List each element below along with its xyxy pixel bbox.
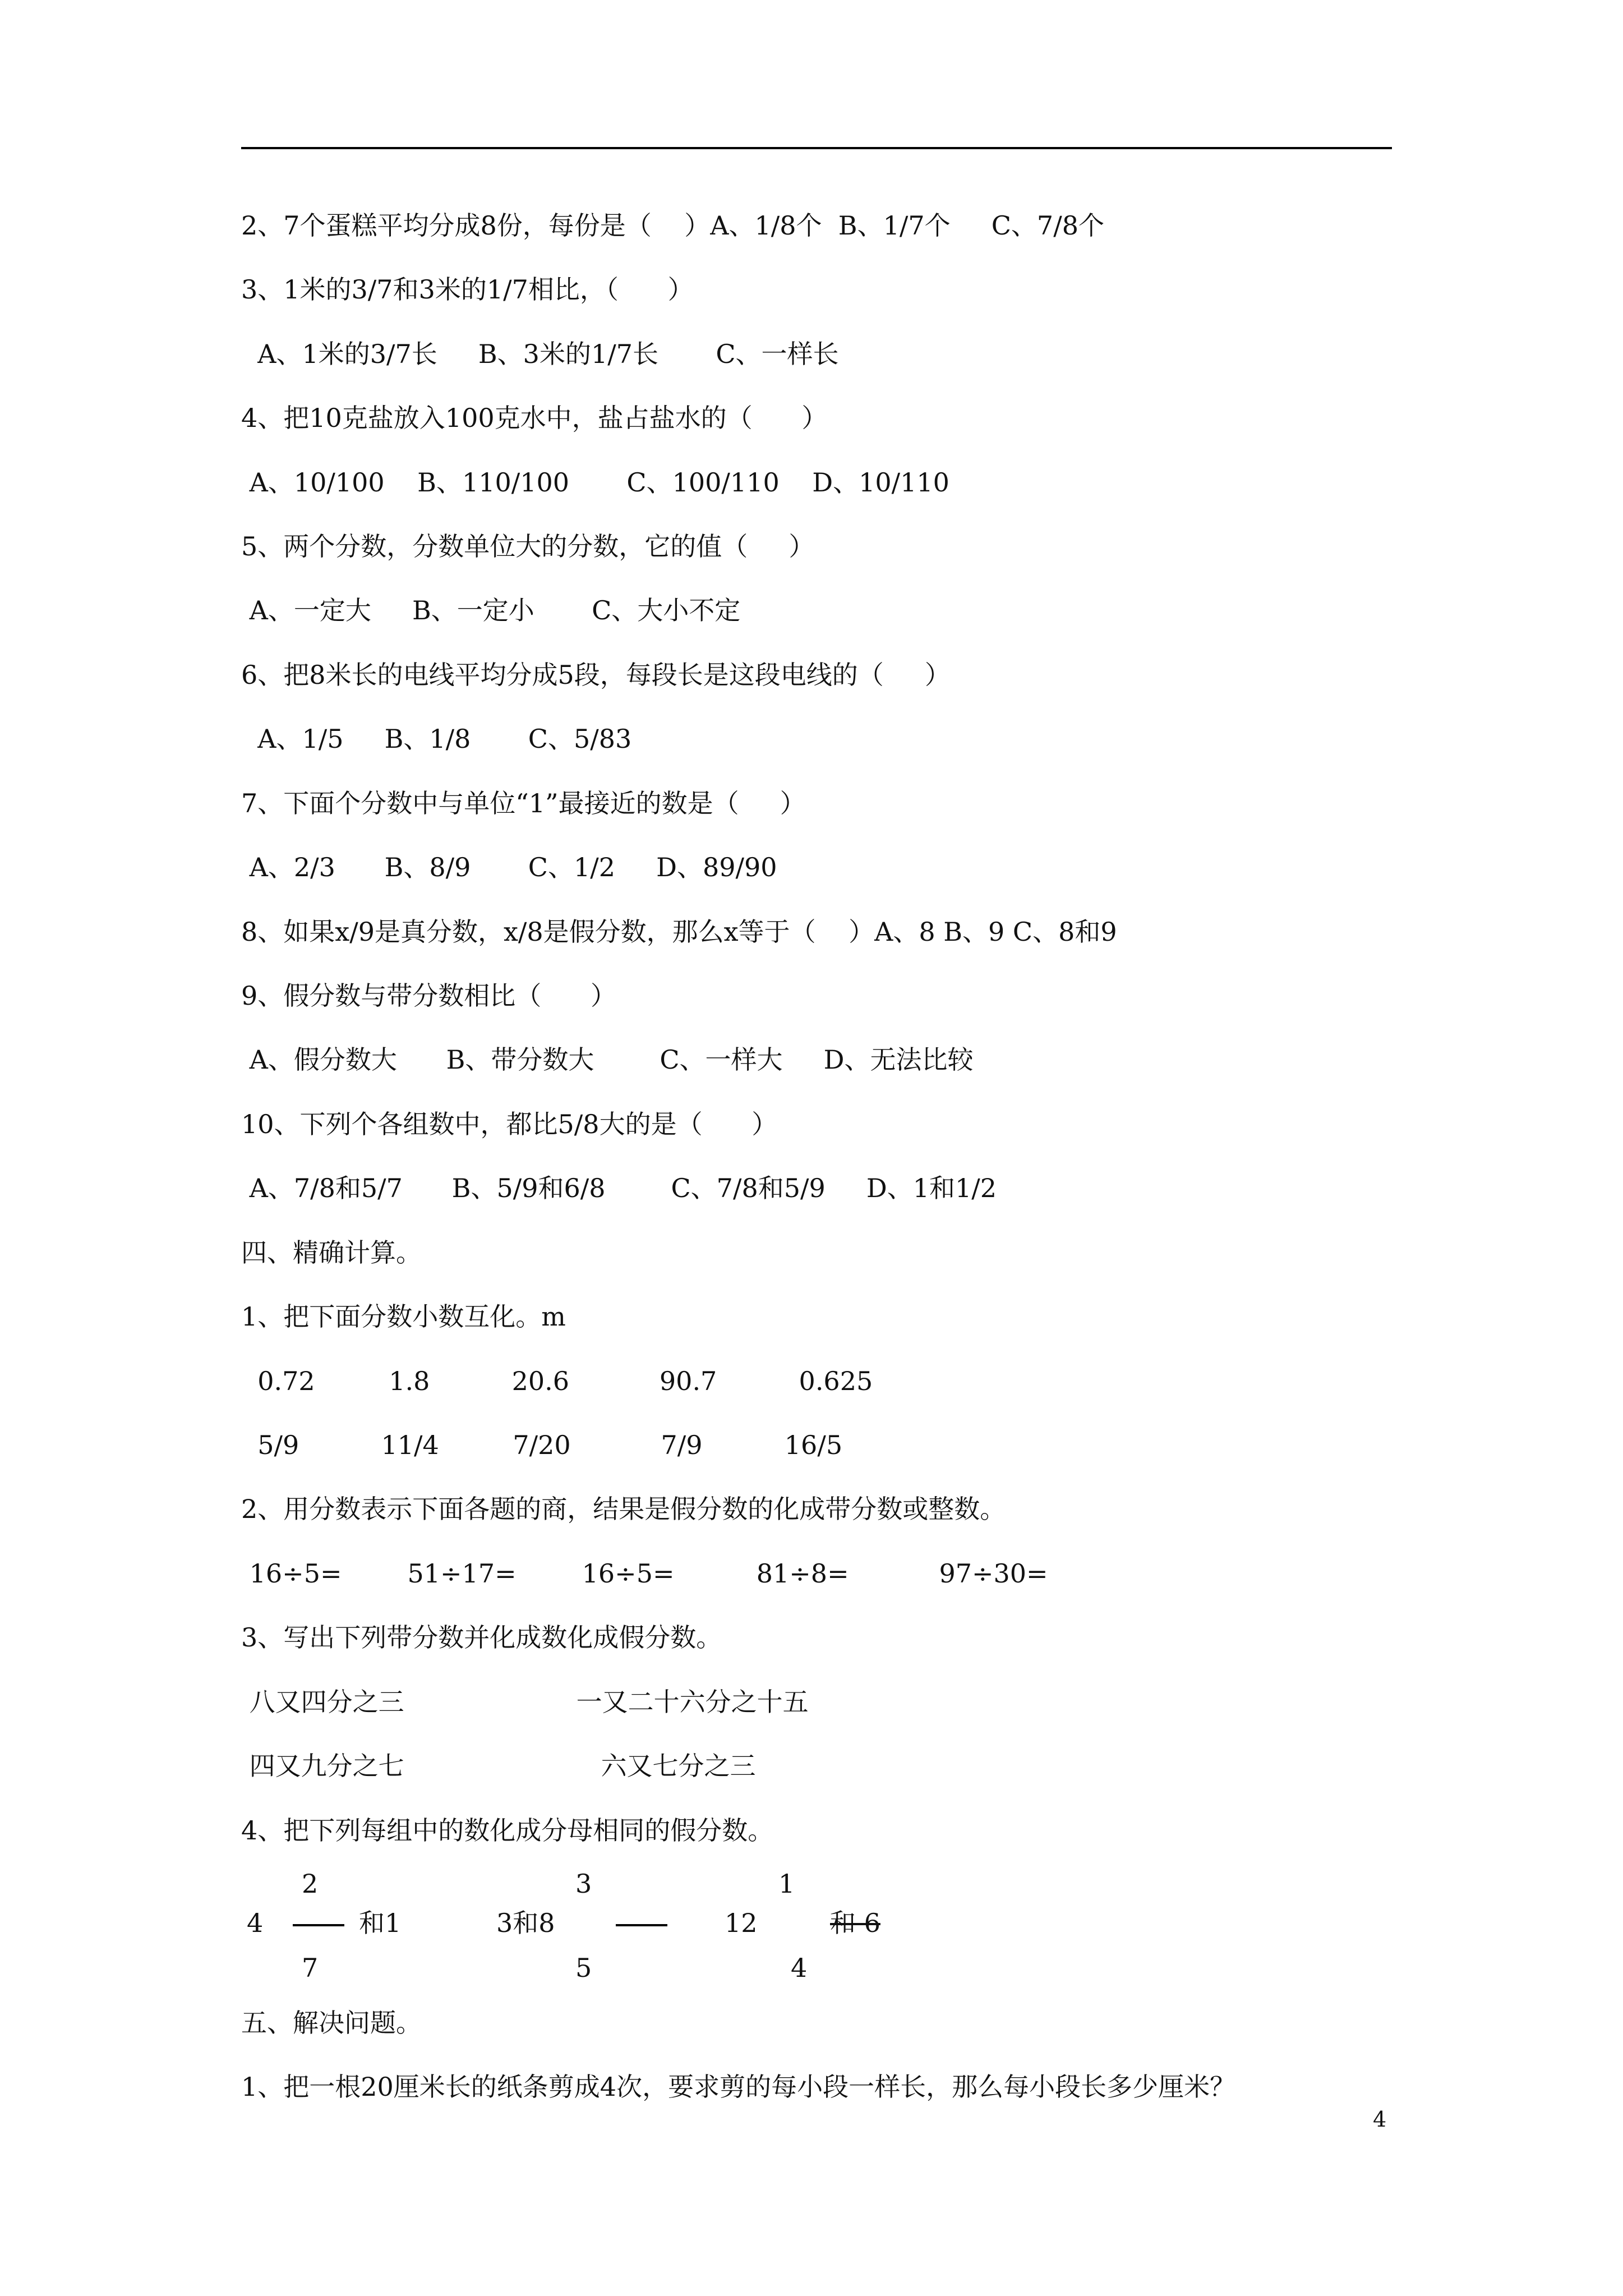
question-7: 7、下面个分数中与单位“1”最接近的数是（ ） — [241, 788, 806, 818]
task-3: 3、写出下列带分数并化成数化成假分数。 — [241, 1622, 722, 1653]
question-6: 6、把8米长的电线平均分成5段，每段长是这段电线的（ ） — [241, 660, 951, 690]
question-4-options: A、10/100 B、110/100 C、100/110 D、10/110 — [241, 467, 949, 498]
question-8: 8、如果x/9是真分数，x/8是假分数，那么x等于（ ）A、8 B、9 C、8和9 — [241, 917, 1117, 947]
question-9-options: A、假分数大 B、带分数大 C、一样大 D、无法比较 — [241, 1045, 974, 1075]
fraction-2-bar — [616, 1924, 667, 1926]
problem-1: 1、把一根20厘米长的纸条剪成4次，要求剪的每小段一样长，那么每小段长多少厘米？ — [241, 2072, 1236, 2102]
question-10: 10、下列个各组数中，都比5/8大的是（ ） — [241, 1109, 778, 1139]
fraction-2-numerator: 3 — [575, 1869, 592, 1899]
page-number: 4 — [1373, 2107, 1387, 2132]
fraction-3-whole: 12 — [725, 1908, 758, 1938]
header-rule — [241, 147, 1392, 149]
fraction-1-denominator: 7 — [302, 1953, 319, 1983]
fraction-1-whole: 4 — [247, 1908, 264, 1938]
task-2: 2、用分数表示下面各题的商，结果是假分数的化成带分数或整数。 — [241, 1494, 1006, 1524]
question-5: 5、两个分数，分数单位大的分数，它的值（ ） — [241, 531, 815, 562]
task-3-row-1: 八又四分之三 一又二十六分之十五 — [241, 1687, 809, 1717]
fraction-1-bar — [293, 1924, 344, 1926]
task-1-fractions: 5/9 11/4 7/20 7/9 16/5 — [241, 1430, 843, 1460]
question-5-options: A、一定大 B、一定小 C、大小不定 — [241, 595, 741, 625]
fraction-2-denominator: 5 — [575, 1953, 592, 1983]
task-1: 1、把下面分数小数互化。m — [241, 1301, 566, 1332]
fraction-1-numerator: 2 — [302, 1869, 319, 1899]
question-3-options: A、1米的3/7长 B、3米的1/7长 C、一样长 — [241, 339, 839, 369]
task-3-row-2: 四又九分之七 六又七分之三 — [241, 1751, 756, 1781]
task-2-divisions: 16÷5= 51÷17= 16÷5= 81÷8= 97÷30= — [241, 1558, 1048, 1589]
fraction-2-prefix: 3和8 — [496, 1908, 555, 1938]
task-4: 4、把下列每组中的数化成分母相同的假分数。 — [241, 1815, 774, 1846]
question-10-options: A、7/8和5/7 B、5/9和6/8 C、7/8和5/9 D、1和1/2 — [241, 1173, 997, 1203]
section-four-heading: 四、精确计算。 — [241, 1237, 422, 1268]
question-6-options: A、1/5 B、1/8 C、5/83 — [241, 724, 632, 754]
fraction-3-numerator: 1 — [778, 1869, 795, 1899]
section-five-heading: 五、解决问题。 — [241, 2008, 422, 2038]
question-3: 3、1米的3/7和3米的1/7相比，（ ） — [241, 274, 694, 305]
question-9: 9、假分数与带分数相比（ ） — [241, 981, 616, 1011]
fraction-1-suffix: 和1 — [359, 1908, 402, 1938]
question-7-options: A、2/3 B、8/9 C、1/2 D、89/90 — [241, 852, 777, 882]
question-4: 4、把10克盐放入100克水中，盐占盐水的（ ） — [241, 403, 828, 433]
task-1-decimals: 0.72 1.8 20.6 90.7 0.625 — [241, 1366, 873, 1396]
fraction-3-denominator: 4 — [791, 1953, 808, 1983]
fraction-3-suffix-struck: 和 6 — [830, 1908, 880, 1938]
question-2: 2、7个蛋糕平均分成8份，每份是（ ）A、1/8个 B、1/7个 C、7/8个 — [241, 210, 1104, 241]
